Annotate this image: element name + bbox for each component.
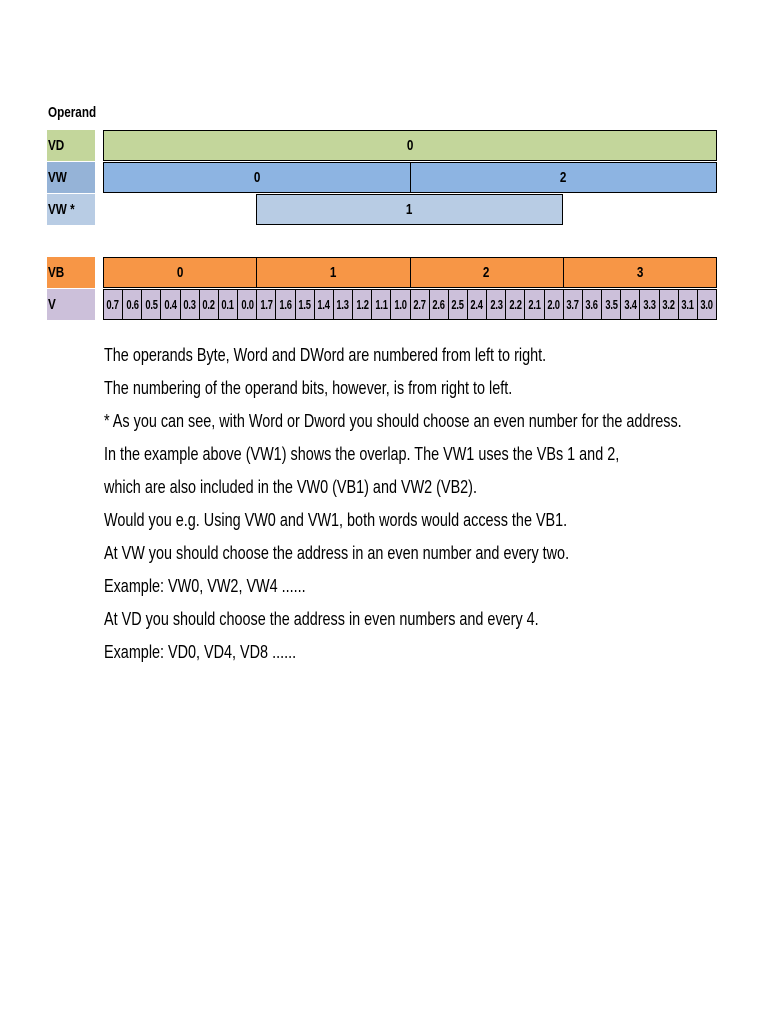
- vb-cell-value: 2: [483, 264, 490, 281]
- bit-cell-value: 3.1: [681, 297, 694, 312]
- vw-cell-value: 2: [559, 169, 567, 186]
- bit-cell: [141, 290, 160, 319]
- bit-cell-value: 0.4: [164, 297, 177, 312]
- tag-v-label: V: [48, 296, 56, 313]
- vw-bar: [103, 162, 717, 193]
- bit-cell: [448, 290, 467, 319]
- note-line-text: which are also included in the VW0 (VB1) and VW2 (VB2).: [104, 477, 477, 497]
- note-line-text: Example: VD0, VD4, VD8 ......: [104, 642, 297, 662]
- bit-cell-value: 1.6: [279, 297, 292, 312]
- note-line: [104, 639, 768, 672]
- note-line-text: Example: VW0, VW2, VW4 ......: [104, 576, 306, 596]
- note-line: [104, 573, 768, 606]
- bit-cell: [371, 290, 390, 319]
- tag-v: [47, 289, 95, 320]
- note-line-text: At VW you should choose the address in an even number and every two.: [104, 543, 570, 563]
- bit-cell-value: 2.0: [547, 297, 560, 312]
- bit-cell-value: 3.7: [566, 297, 580, 312]
- bit-cell: [563, 290, 582, 319]
- note-line-text: * As you can see, with Word or Dword you should choose an even number for the address.: [104, 411, 682, 431]
- bit-cell: [218, 290, 237, 319]
- tag-vw: [47, 162, 95, 193]
- note-line-text: In the example above (VW1) shows the overlap. The VW1 uses the VBs 1 and 2,: [104, 444, 620, 464]
- bit-cell-value: 1.2: [355, 297, 369, 312]
- bit-cell: [352, 290, 371, 319]
- bit-cell-value: 0.1: [221, 297, 235, 312]
- bit-cell: [410, 290, 429, 319]
- note-line-text: Would you e.g. Using VW0 and VW1, both words would access the VB1.: [104, 510, 568, 530]
- bit-cell-value: 2.5: [451, 297, 465, 312]
- bit-cell-value: 2.3: [490, 297, 503, 312]
- bit-cell: [390, 290, 409, 319]
- bit-cell-value: 0.6: [126, 297, 139, 312]
- bit-cell-value: 0.5: [145, 297, 158, 312]
- bit-cell-value: 3.4: [624, 297, 637, 312]
- tag-vb-label: VB: [48, 264, 65, 281]
- bits-bar: [103, 289, 717, 320]
- bit-cell: [199, 290, 218, 319]
- bit-cell: [122, 290, 141, 319]
- bit-cell-value: 0.0: [240, 297, 254, 312]
- bit-cell: [333, 290, 352, 319]
- note-line-text: The numbering of the operand bits, however, is from right to left.: [104, 378, 513, 398]
- bit-cell: [467, 290, 486, 319]
- bit-cell-value: 3.5: [604, 297, 618, 312]
- bit-cell: [256, 290, 275, 319]
- bit-cell-value: 2.4: [470, 297, 484, 312]
- note-line-text: The operands Byte, Word and DWord are numbered from left to right.: [104, 345, 547, 365]
- note-line: [104, 540, 768, 573]
- bit-cell: [697, 290, 716, 319]
- tag-vb: [47, 257, 95, 288]
- notes-block: [104, 342, 768, 672]
- vb-cell: [563, 258, 716, 287]
- bit-cell-value: 0.7: [106, 297, 120, 312]
- note-line: [104, 474, 768, 507]
- bit-cell: [601, 290, 620, 319]
- bit-cell-value: 3.6: [585, 297, 599, 312]
- vb-cell-value: 1: [330, 264, 337, 281]
- vw-star-cell: [257, 195, 562, 224]
- vd-cell: [104, 131, 716, 160]
- bit-cell: [237, 290, 256, 319]
- tag-vd-label: VD: [48, 137, 65, 154]
- operand-header-text: Operand: [48, 104, 97, 121]
- vw-cell: [410, 163, 717, 192]
- bit-cell: [582, 290, 601, 319]
- vb-cell-value: 3: [636, 264, 644, 281]
- note-line: [104, 507, 768, 540]
- bit-cell-value: 2.2: [509, 297, 522, 312]
- bit-cell-value: 1.4: [317, 297, 330, 312]
- vw-cell: [104, 163, 410, 192]
- bit-cell: [544, 290, 563, 319]
- bit-cell: [295, 290, 314, 319]
- bit-cell-value: 0.2: [202, 297, 216, 312]
- tag-vw-star: [47, 194, 95, 225]
- bit-cell-value: 1.7: [260, 297, 273, 312]
- vw-cell-value: 0: [253, 169, 261, 186]
- vw-star-bar: [256, 194, 563, 225]
- bit-cell-value: 1.0: [394, 297, 407, 312]
- bit-cell: [678, 290, 697, 319]
- bit-cell-value: 2.7: [413, 297, 426, 312]
- vb-cell: [410, 258, 563, 287]
- vd-cell-value: 0: [406, 137, 414, 154]
- bit-cell: [160, 290, 179, 319]
- tag-vw-label: VW: [48, 169, 67, 186]
- bit-cell: [429, 290, 448, 319]
- vw-star-cell-value: 1: [406, 201, 413, 218]
- bit-cell: [275, 290, 294, 319]
- note-line: [104, 441, 768, 474]
- bit-cell-value: 3.3: [643, 297, 656, 312]
- note-line: [104, 375, 768, 408]
- bit-cell: [180, 290, 199, 319]
- bit-cell: [639, 290, 658, 319]
- tag-vw-star-label: VW *: [48, 201, 75, 218]
- vb-bar: [103, 257, 717, 288]
- note-line-text: At VD you should choose the address in even numbers and every 4.: [104, 609, 539, 629]
- bit-cell-value: 2.1: [528, 297, 541, 312]
- note-line: [104, 408, 768, 441]
- vb-cell: [104, 258, 256, 287]
- tag-vd: [47, 130, 95, 161]
- operand-header: [48, 104, 110, 121]
- bit-cell: [314, 290, 333, 319]
- bit-cell-value: 2.6: [432, 297, 445, 312]
- bit-cell-value: 1.5: [298, 297, 311, 312]
- bit-cell: [104, 290, 122, 319]
- bit-cell: [659, 290, 678, 319]
- bit-cell: [505, 290, 524, 319]
- bit-cell-value: 3.0: [700, 297, 714, 312]
- bit-cell-value: 3.2: [662, 297, 675, 312]
- vd-bar: [103, 130, 717, 161]
- bit-cell: [524, 290, 543, 319]
- bit-cell-value: 1.3: [336, 297, 350, 312]
- note-line: [104, 606, 768, 639]
- bit-cell-value: 0.3: [183, 297, 196, 312]
- bit-cell: [620, 290, 639, 319]
- vb-cell: [256, 258, 409, 287]
- vb-cell-value: 0: [176, 264, 184, 281]
- bit-cell-value: 1.1: [375, 297, 388, 312]
- bit-cell: [486, 290, 505, 319]
- note-line: [104, 342, 768, 375]
